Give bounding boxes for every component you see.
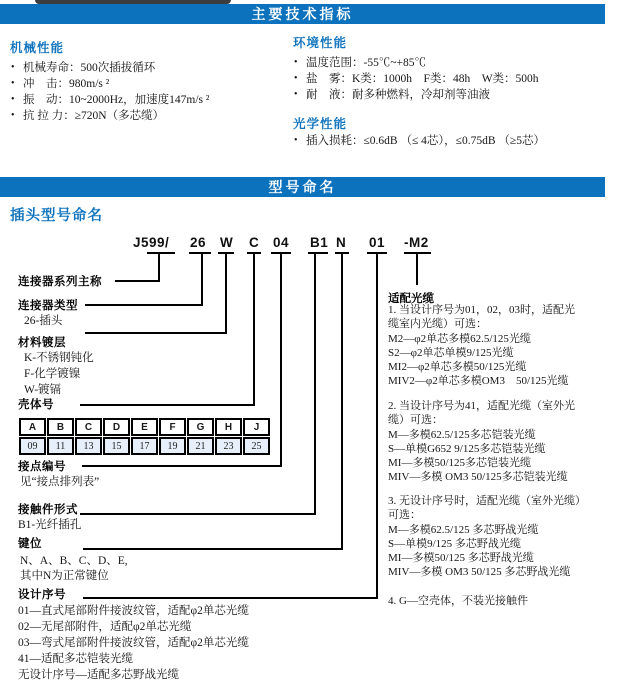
text-line: M2—φ2单芯多模62.5/125光缆 bbox=[388, 332, 531, 345]
table-cell: 13 bbox=[75, 437, 102, 455]
field-value: 03—弯式尾部附件接波纹管，适配φ2单芯光缆 bbox=[18, 637, 249, 649]
connector-line bbox=[80, 404, 255, 406]
text-line: 缆）可选： bbox=[388, 414, 443, 427]
text-line: MIV—多模 OM3 50/125多芯铠装光缆 bbox=[388, 471, 568, 484]
table-header-cell: B bbox=[47, 418, 74, 436]
table-header-cell: F bbox=[159, 418, 186, 436]
field-value: N、A、B、C、D、E, bbox=[20, 555, 128, 567]
text-line: 2. 当设计序号为41，适配光缆（室外光 bbox=[388, 400, 575, 412]
mechanical-performance-list bbox=[10, 60, 285, 124]
table-header-cell: G bbox=[187, 418, 214, 436]
cable-option-block-3 bbox=[388, 494, 618, 580]
list-item: • 盐 雾：K类：1000h F类：48h W类：500h bbox=[293, 71, 613, 87]
text-line: S—单模G652 9/125多芯铠装光缆 bbox=[388, 442, 546, 455]
field-value: B1-光纤插孔 bbox=[18, 519, 82, 531]
field-label-series: 连接器系列主称 bbox=[18, 276, 102, 288]
text-line: 4. G—空壳体，不装光接触件 bbox=[388, 595, 528, 607]
text-line: S2—φ2单芯单模9/125光缆 bbox=[388, 346, 514, 359]
text-line: MI2—φ2单芯多模50/125光缆 bbox=[388, 361, 527, 374]
table-header-cell: D bbox=[103, 418, 130, 436]
connector-line bbox=[376, 252, 378, 599]
table-header-cell: C bbox=[75, 418, 102, 436]
field-value: 26-插头 bbox=[24, 315, 63, 327]
table-value-row bbox=[19, 437, 270, 455]
field-value: 无设计序号—适配多芯野战光缆 bbox=[18, 669, 179, 681]
list-item: • 温度范围：-55℃~+85℃ bbox=[293, 55, 613, 71]
section-header-tech-specs: 主要技术指标 bbox=[0, 4, 605, 24]
field-label-type: 连接器类型 bbox=[18, 300, 78, 312]
connector-line bbox=[341, 252, 343, 550]
text-line: S—单模9/125 多芯野战光缆 bbox=[388, 537, 521, 550]
table-cell: 23 bbox=[215, 437, 242, 455]
table-cell: 09 bbox=[19, 437, 46, 455]
connector-line bbox=[147, 252, 175, 254]
connector-line bbox=[253, 252, 255, 406]
table-header-cell: H bbox=[215, 418, 242, 436]
plug-model-naming-title: 插头型号命名 bbox=[10, 208, 103, 224]
part-token-cable: -M2 bbox=[404, 235, 429, 250]
table-cell: 11 bbox=[47, 437, 74, 455]
field-value: F-化学镀镍 bbox=[24, 368, 81, 380]
cable-option-block-1 bbox=[388, 303, 618, 389]
text-line: M—多模62.5/125多芯铠装光缆 bbox=[388, 428, 536, 441]
text-line: MIV2—φ2单芯多模OM3 50/125光缆 bbox=[388, 375, 569, 388]
table-cell: 21 bbox=[187, 437, 214, 455]
table-cell: 25 bbox=[243, 437, 270, 455]
field-value: K-不锈钢钝化 bbox=[24, 352, 94, 364]
connector-line bbox=[83, 548, 343, 550]
part-token-key: N bbox=[336, 235, 347, 250]
text-line: 可选： bbox=[388, 509, 421, 522]
field-value: 41—适配多芯铠装光缆 bbox=[18, 653, 133, 665]
environmental-performance-title: 环境性能 bbox=[293, 36, 348, 50]
field-label-plating: 材料镀层 bbox=[18, 337, 66, 349]
connector-line bbox=[82, 465, 282, 467]
text-line: MIV—多模 OM3 50/125 多芯野战光缆 bbox=[388, 566, 571, 579]
field-value: 其中N为正常键位 bbox=[20, 570, 109, 582]
mechanical-performance-title: 机械性能 bbox=[10, 41, 65, 55]
connector-line bbox=[115, 280, 160, 282]
part-token-design-no: 01 bbox=[369, 235, 386, 250]
list-item: • 振 动：10~2000Hz，加速度147m/s ² bbox=[10, 92, 285, 108]
part-token-type: 26 bbox=[190, 235, 207, 250]
list-item: • 插入损耗：≤0.6dB （≤ 4芯），≤0.75dB （≥5芯） bbox=[293, 133, 613, 149]
text-line: 缆室内光缆）可选： bbox=[388, 318, 487, 331]
connector-line bbox=[158, 252, 160, 282]
connector-line bbox=[416, 252, 418, 285]
list-item: • 机械寿命：500次插拔循环 bbox=[10, 60, 285, 76]
field-label-contact-form: 接触件形式 bbox=[18, 504, 78, 516]
text-line: 3. 无设计序号时，适配光缆（室外光缆） bbox=[388, 495, 586, 507]
cable-option-block-2 bbox=[388, 399, 618, 485]
shell-size-table bbox=[18, 417, 271, 456]
part-token-shell: C bbox=[249, 235, 260, 250]
table-header-row bbox=[19, 418, 270, 436]
text-line: MI—多模50/125多芯铠装光缆 bbox=[388, 457, 531, 470]
connector-line bbox=[201, 252, 203, 306]
text-line: 1. 当设计序号为01，02，03时，适配光 bbox=[388, 304, 575, 316]
connector-line bbox=[83, 597, 378, 599]
connector-line bbox=[85, 332, 227, 334]
cable-option-block-4 bbox=[388, 594, 618, 608]
part-token-contact-form: B1 bbox=[310, 235, 329, 250]
field-value: 见“接点排列表” bbox=[20, 476, 100, 488]
table-cell: 17 bbox=[131, 437, 158, 455]
field-value: 02—无尾部附件，适配φ2单芯光缆 bbox=[18, 621, 192, 633]
field-label-matching-cable: 适配光缆 bbox=[388, 293, 434, 305]
table-cell: 19 bbox=[159, 437, 186, 455]
connector-line bbox=[314, 252, 316, 515]
field-value: W-镀镉 bbox=[24, 384, 62, 396]
text-line: M—多模62.5/125 多芯野战光缆 bbox=[388, 523, 539, 536]
field-value: 01—直式尾部附件接波纹管，适配φ2单芯光缆 bbox=[18, 605, 249, 617]
connector-line bbox=[308, 252, 328, 254]
connector-line bbox=[189, 252, 211, 254]
section-header-model-naming: 型号命名 bbox=[0, 177, 605, 197]
field-label-key-position: 键位 bbox=[18, 538, 42, 550]
text-line: MI—多模50/125 多芯野战光缆 bbox=[388, 552, 534, 565]
field-label-contact-number: 接点编号 bbox=[18, 461, 66, 473]
connector-line bbox=[85, 304, 203, 306]
table-header-cell: J bbox=[243, 418, 270, 436]
connector-line bbox=[280, 252, 282, 467]
table-header-cell: E bbox=[131, 418, 158, 436]
list-item: • 耐 液：耐多种燃料，冷却剂等油液 bbox=[293, 87, 613, 103]
part-token-series: J599/ bbox=[133, 235, 170, 250]
part-token-contact-no: 04 bbox=[273, 235, 290, 250]
table-cell: 15 bbox=[103, 437, 130, 455]
environmental-performance-list bbox=[293, 55, 613, 103]
table-header-cell: A bbox=[19, 418, 46, 436]
field-label-shell: 壳体号 bbox=[18, 399, 54, 411]
optical-performance-list bbox=[293, 133, 613, 149]
connector-line bbox=[225, 252, 227, 334]
list-item: • 冲 击：980m/s ² bbox=[10, 76, 285, 92]
field-label-design-number: 设计序号 bbox=[18, 589, 66, 601]
part-token-plating: W bbox=[220, 235, 234, 250]
optical-performance-title: 光学性能 bbox=[293, 117, 348, 131]
connector-line bbox=[80, 513, 316, 515]
list-item: • 抗 拉 力：≥720N（多芯缆） bbox=[10, 108, 285, 124]
